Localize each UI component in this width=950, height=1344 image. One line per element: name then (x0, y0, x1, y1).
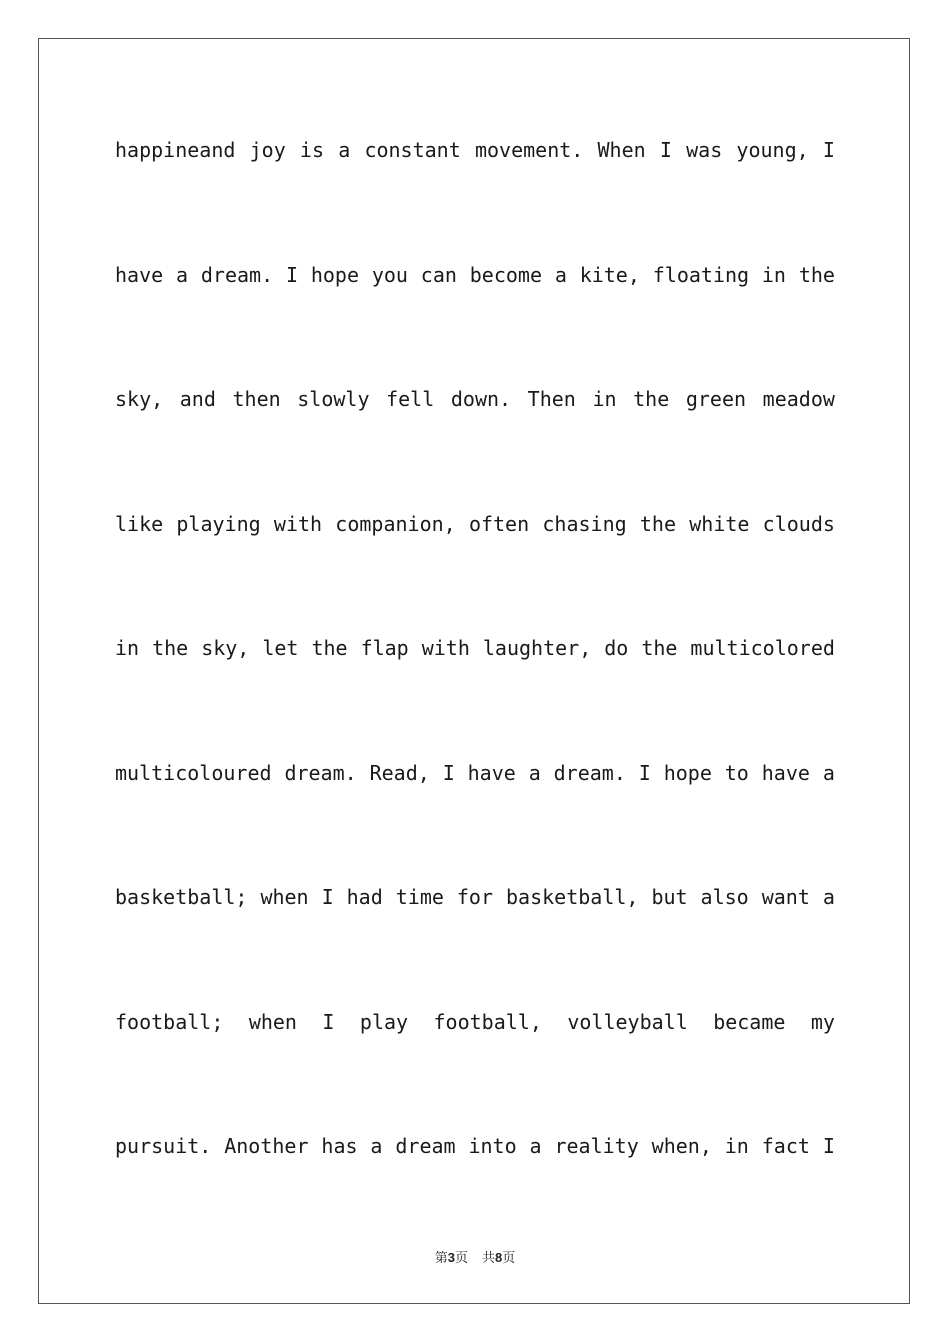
word: joy (249, 138, 286, 162)
word: the (633, 387, 670, 411)
word: my (810, 1009, 835, 1034)
word: multicolored (690, 636, 835, 660)
text-line-2 (115, 255, 835, 380)
word: also (700, 885, 749, 909)
word: have (761, 760, 810, 785)
word: green (685, 387, 747, 411)
word: I (638, 760, 651, 785)
word: into (468, 1134, 517, 1158)
word: a (822, 760, 835, 785)
word: is (299, 138, 325, 162)
word: When (597, 138, 646, 162)
word: was (686, 138, 723, 162)
word: can (420, 262, 457, 287)
word: when (260, 885, 309, 909)
word: for (456, 885, 494, 909)
word: with (421, 636, 470, 660)
word: dream. (200, 262, 274, 287)
text-line-4 (115, 504, 835, 629)
word: Another (224, 1134, 309, 1158)
word: movement. (474, 138, 584, 162)
word: hope (663, 760, 712, 785)
word: meadow (762, 387, 835, 411)
word: with (273, 511, 323, 536)
word: playing (176, 511, 261, 536)
word: often (468, 511, 530, 536)
word: let (262, 636, 299, 660)
word: Then (527, 387, 576, 411)
word: become (469, 262, 542, 287)
word: football; (115, 1009, 224, 1034)
word: the (798, 262, 835, 287)
word: in (761, 262, 786, 287)
word: like (115, 511, 164, 536)
word: down. (450, 387, 512, 411)
word: dream. (284, 760, 357, 785)
word: laughter, (482, 636, 592, 660)
word: I (322, 1009, 335, 1034)
word: became (713, 1009, 786, 1034)
word: Read, (369, 760, 430, 785)
text-line-8 (115, 1002, 835, 1127)
word: to (724, 760, 749, 785)
word: kite, (579, 262, 640, 287)
text-line-5 (115, 628, 835, 753)
word: a (528, 760, 541, 785)
word: hope (310, 262, 359, 287)
word: a (370, 1134, 383, 1158)
word: in (115, 636, 140, 660)
word: fell (386, 387, 435, 411)
page-total (482, 1251, 515, 1266)
word: a (338, 138, 351, 162)
word: have (115, 262, 164, 287)
word: floating (652, 262, 750, 287)
word: I (285, 262, 298, 287)
word: the (152, 636, 189, 660)
word: flap (360, 636, 409, 660)
word: companion, (335, 511, 456, 536)
word: when, (651, 1134, 712, 1158)
word: and (179, 387, 216, 411)
text-line-6 (115, 753, 835, 878)
word: constant (364, 138, 461, 162)
word: happineand (115, 138, 236, 162)
word: fact (761, 1134, 810, 1158)
text-line-7 (115, 877, 835, 1002)
word: when (248, 1009, 297, 1034)
text-line-3 (115, 379, 835, 504)
word: do (604, 636, 629, 660)
word: slowly (297, 387, 370, 411)
word: time (395, 885, 444, 909)
word: dream (395, 1134, 456, 1158)
document-body (115, 130, 835, 1251)
page-footer (0, 1247, 950, 1266)
word: a (554, 262, 567, 287)
word: clouds (762, 511, 835, 536)
page-suffix: 页 (454, 1251, 468, 1266)
page-number (435, 1251, 468, 1266)
current-page: 3 (447, 1250, 455, 1265)
word: want (761, 885, 810, 909)
word: in (592, 387, 617, 411)
word: sky, (115, 387, 164, 411)
word: basketball, (506, 885, 639, 909)
word: you (371, 262, 408, 287)
word: I (321, 885, 334, 909)
word: I (442, 760, 455, 785)
word: had (346, 885, 383, 909)
word: chasing (542, 511, 627, 536)
word: has (321, 1134, 358, 1158)
word: the (311, 636, 348, 660)
total-prefix: 共 (482, 1251, 496, 1266)
word: white (689, 511, 750, 536)
word: football, (433, 1009, 542, 1034)
word: a (529, 1134, 542, 1158)
word: I (822, 138, 835, 162)
word: the (641, 636, 678, 660)
word: but (651, 885, 688, 909)
word: a (176, 262, 189, 287)
text-line-1 (115, 130, 835, 255)
word: play (359, 1009, 409, 1034)
word: I (822, 1134, 835, 1158)
word: in (724, 1134, 749, 1158)
word: young, (736, 138, 809, 162)
word: a (822, 885, 835, 909)
word: the (639, 511, 677, 536)
word: have (467, 760, 516, 785)
word: reality (554, 1134, 639, 1158)
word: multicoloured (115, 760, 272, 785)
word: pursuit. (115, 1134, 212, 1158)
word: I (659, 138, 672, 162)
word: sky, (201, 636, 250, 660)
text-line-9 (115, 1126, 835, 1251)
total-pages: 8 (495, 1250, 503, 1265)
word: dream. (553, 760, 626, 785)
page-prefix: 第 (434, 1251, 448, 1266)
word: then (232, 387, 281, 411)
word: volleyball (567, 1009, 688, 1034)
total-suffix: 页 (502, 1251, 516, 1266)
word: basketball; (115, 885, 248, 909)
